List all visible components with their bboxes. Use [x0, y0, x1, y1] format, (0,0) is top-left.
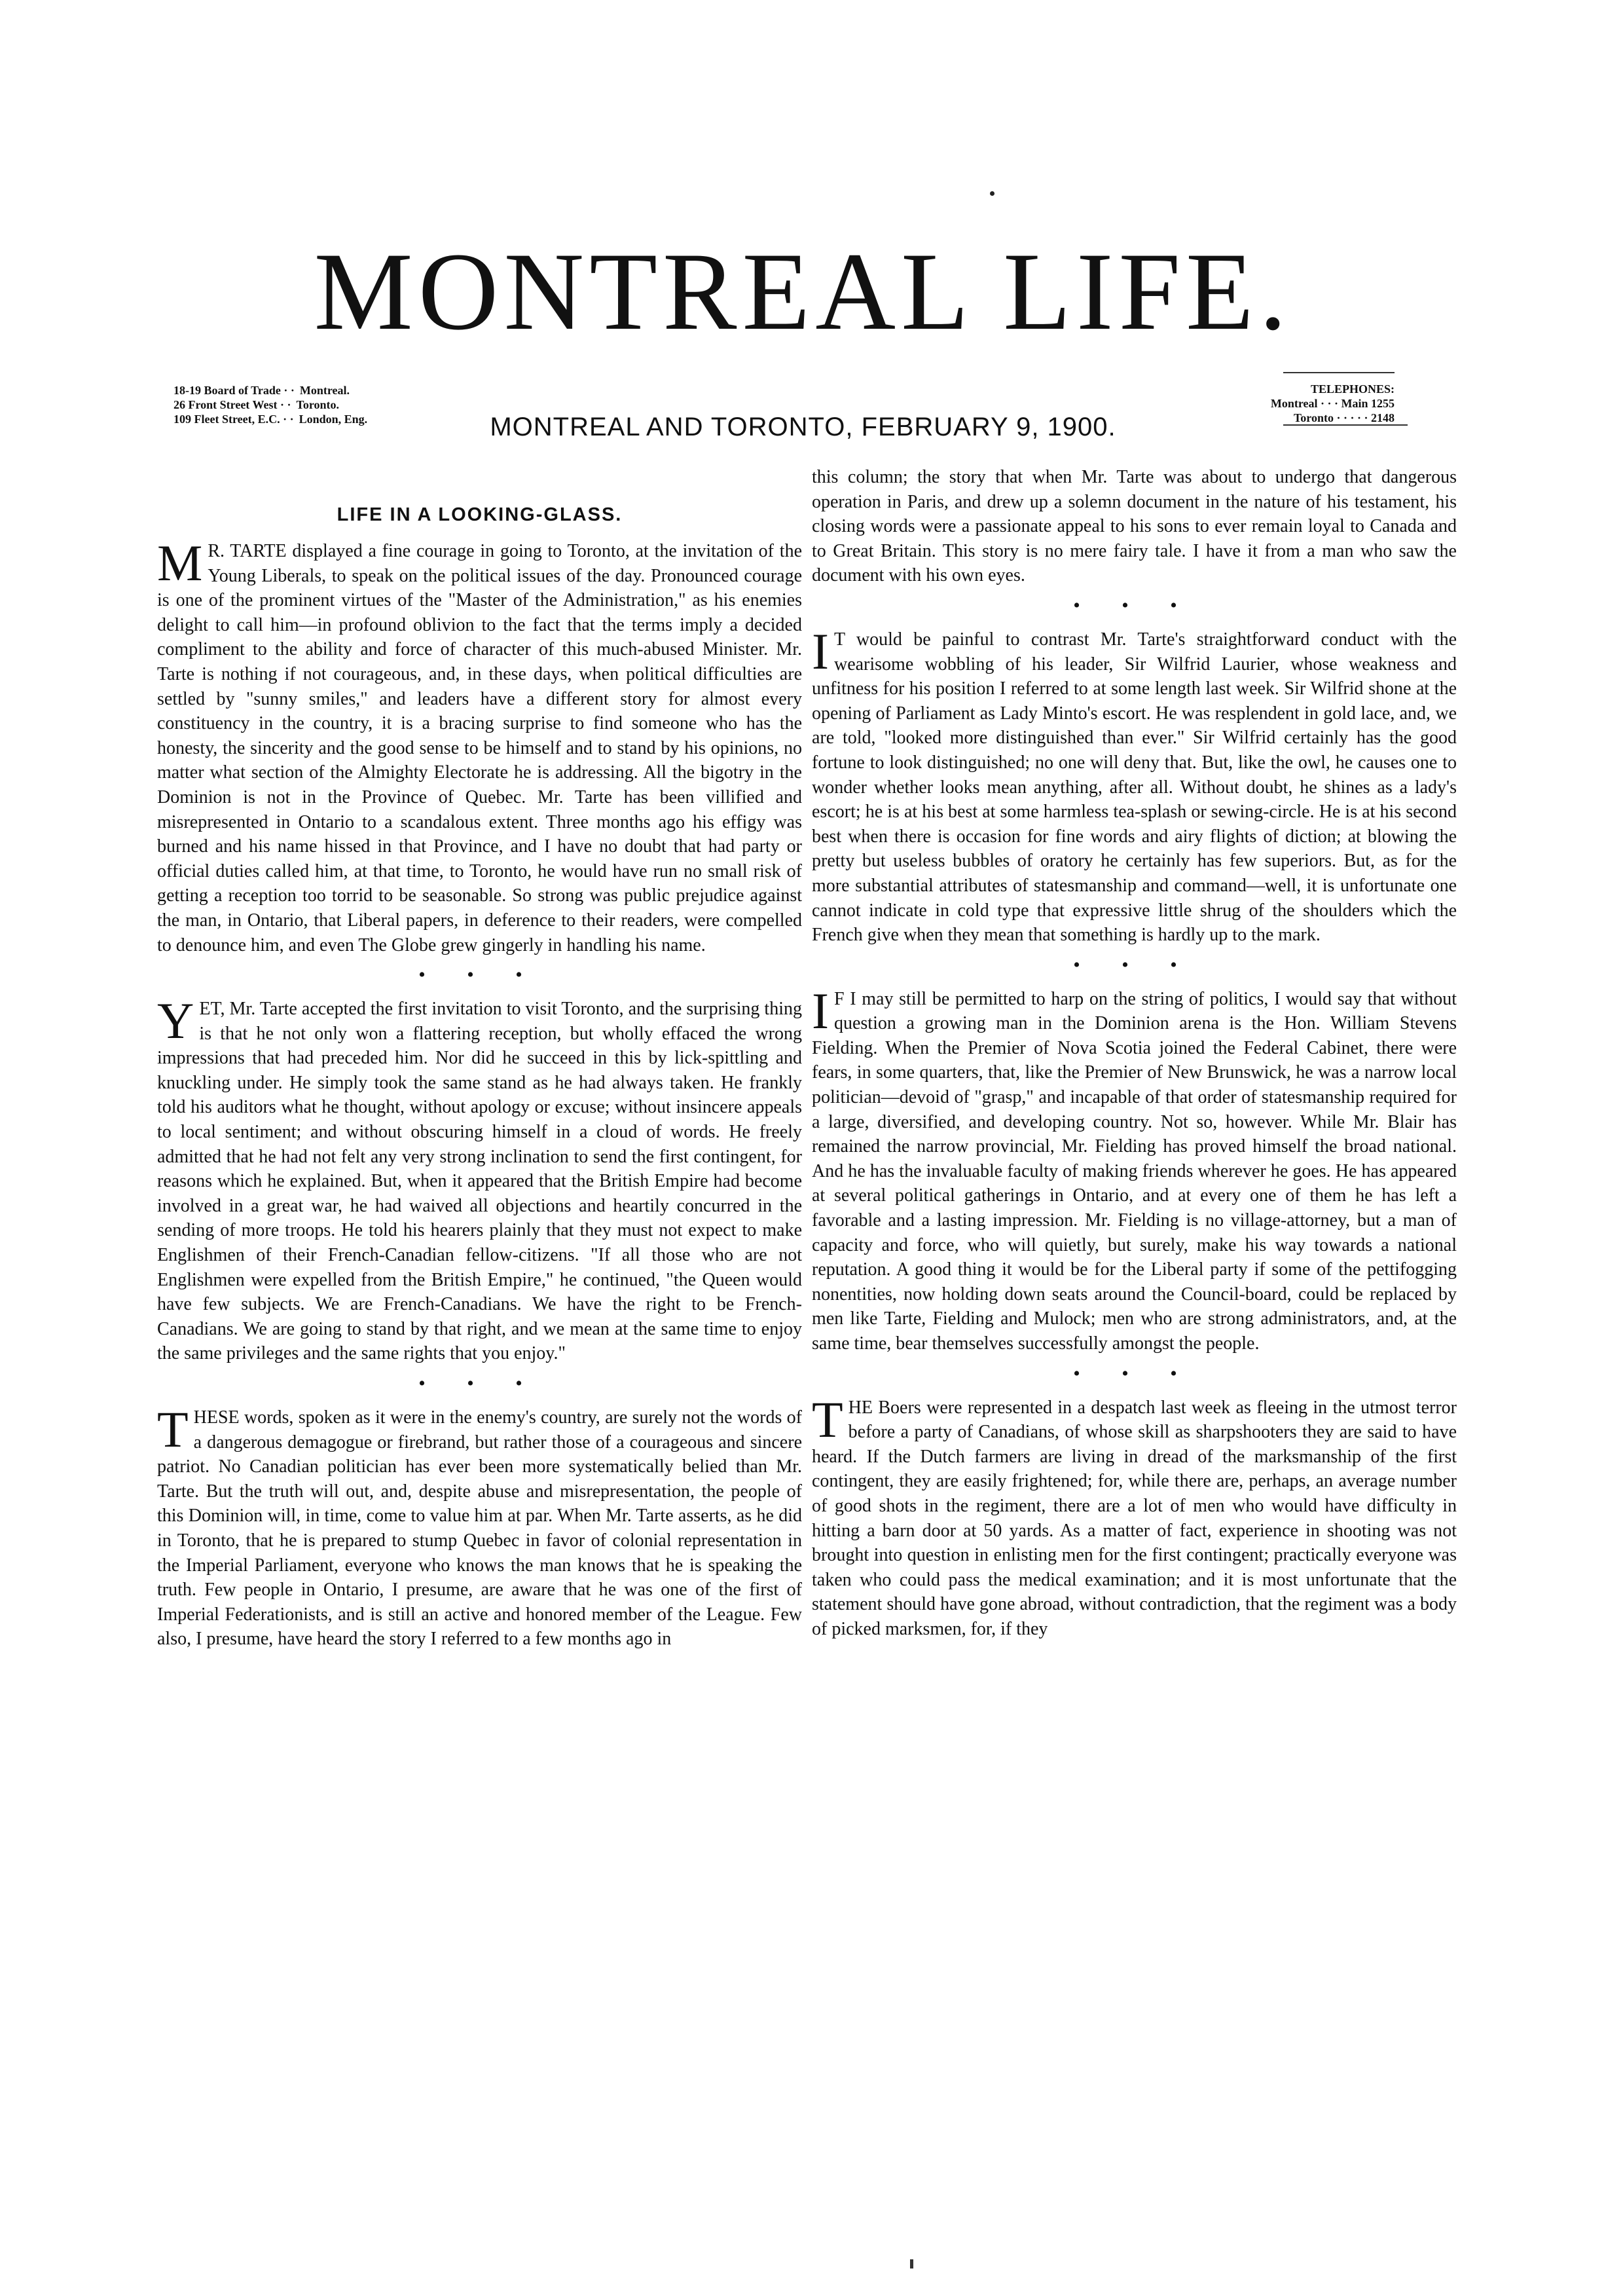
header-rule — [1283, 372, 1395, 373]
section-separator: • • • — [418, 1373, 541, 1394]
article-paragraph: YET, Mr. Tarte accepted the first invitation to visit Toronto, and the surprising thing is that he not only won a flattering reception, but wholly effaced the wrong impressions that had preceded him. Nor did he succeed in this by lick-spittling and knuckling under. He simply took the same stand as he had always taken. He frankly told his auditors what he thought, without apology or excuse; without insincere appeals to local sentiment; and without obscuring himself in a cloud of words. He freely admitted that he had not felt any very strong inclination to send the first contingent, for reasons which he explained. But, when it appeared that the British Empire had become involved in a great war, he had waived all objections and heartily concurred in the sending of more troops. He told his hearers plainly that they must not expect to make Englishmen of their French-Canadian fellow-citizens. "If all those who are not Englishmen were expelled from the British Empire," he continued, "the Queen would have few subjects. We are French-Canadians. We have the right to be French-Canadians. We are going to stand by that right, and we mean at the same time to enjoy the same privileges and the same rights that you enjoy." — [157, 992, 802, 1364]
article-paragraph: IF I may still be permitted to harp on the string of politics, I would say that without question a growing man in the Dominion arena is the Hon. William Stevens Fielding. When the Premier of Nova Scotia joined the Federal Cabinet, there were fears, in some quarters, that, like the Premier of New Brunswick, he was a narrow local politician—devoid of "grasp," and incapable of that order of statesmanship required for a large, diversified, and developing country. Not so, however. While Mr. Blair has remained the narrow provincial, Mr. Fielding has proved himself the broad national. And he has the invaluable faculty of making friends wherever he goes. He has appeared at several political gatherings in Ontario, and at every one of them he has left a favorable and a lasting impression. Mr. Fielding is no village-attorney, but a man of capacity and force, who will quietly, but surely, make his way towards a national reputation. A good thing it would be for the Liberal party if some of the pettifogging nonentities, now holding down seats around the Council-board, could be replaced by men like Tarte, Fielding and Mulock; men who are strong administrators, and, at the same time, bear themselves successfully amongst the people. — [812, 982, 1457, 1354]
article-paragraph: THE Boers were represented in a despatch last week as fleeing in the utmost terror before a party of Canadians, of whose skill as sharpshooters they are said to have heard. If the Dutch farmers are living in dread of the marksmanship of the first contingent, they are easily frightened; for, while there are, perhaps, an average number of good shots in the regiment, there are a lot of men who would have difficulty in hitting a barn door at 50 yards. As a matter of fact, experience in shooting was not brought into question in enlisting men for the first contingent; practically everyone was taken who could pass the medical examination; and it is most unfortunate that the statement should have gone abroad, without contradiction, that the regiment was a body of picked marksmen, for, if they — [812, 1390, 1457, 1639]
section-separator: • • • — [1073, 1362, 1195, 1384]
article-paragraph: THESE words, spoken as it were in the enemy's country, are surely not the words of a dangerous demagogue or firebrand, but rather those of a courageous and sincere patriot. No Canadian politician has ever been more systematically belied than Mr. Tarte. But the truth will out, and, despite abuse and misrepresentation, the people of this Dominion will, in time, come to value him at par. When Mr. Tarte asserts, as he did in Toronto, that he is prepared to stump Quebec in favor of colonial representation in the Imperial Parliament, everyone who knows the man knows that he is speaking the truth. Few people in Ontario, I presume, are aware that he was one of the first of Imperial Federationists, and is still an active and honored member of the League. Few also, I presume, have heard the story I referred to a few months ago in — [157, 1401, 802, 1650]
office-address: 26 Front Street West · · — [173, 398, 291, 411]
ornament-dot — [990, 191, 995, 196]
right-column — [812, 465, 1457, 1642]
section-separator: • • • — [418, 964, 541, 986]
office-address: 109 Fleet Street, E.C. · · — [173, 413, 294, 426]
telephone-line: Toronto · · · · · 2148 — [1293, 411, 1395, 424]
telephones-label: TELEPHONES: — [1310, 382, 1395, 396]
masthead-title: MONTREAL LIFE. — [314, 230, 1292, 353]
section-separator: • • • — [1073, 594, 1195, 616]
telephone-line: Montreal · · · Main 1255 — [1270, 397, 1395, 410]
office-row — [173, 412, 367, 426]
header-rule — [1283, 424, 1408, 426]
section-separator: • • • — [1073, 954, 1195, 976]
office-addresses — [173, 383, 367, 426]
office-city: London, Eng. — [299, 413, 368, 426]
article-paragraph: IT would be painful to contrast Mr. Tarte's straightforward conduct with the wearisome wobbling of his leader, Sir Wilfrid Laurier, whose weakness and unfitness for his position I referred to at some length last week. Sir Wilfrid shone at the opening of Parliament as Lady Minto's escort. He was resplendent in gold lace, and, we are told, "looked more distinguished than ever." Sir Wilfrid certainly has the good fortune to look distinguished; no one will deny that. But, like the owl, he causes one to wonder whether looks mean anything, after all. Without doubt, he shines as a lady's escort; he is at his best at some harmless tea-splash or sewing-circle. He is at his second best when there is occasion for fine words and airy flights of diction; at blowing the pretty but useless bubbles of oratory he certainly has few superiors. But, as for the more substantial attributes of statesmanship and command—well, it is unfortunate one cannot indicate in cold type that expressive little shrug of the shoulders which the French give when they mean that something is hardly up to the mark. — [812, 622, 1457, 946]
office-row — [173, 398, 367, 412]
left-column — [157, 504, 802, 1652]
article-paragraph: MR. TARTE displayed a fine courage in going to Toronto, at the invitation of the Young Liberals, to speak on the political issues of the day. Pronounced courage is one of the prominent virtues of the "Master of the Administration," as his enemies delight to call him—in profound oblivion to the fact that the terms imply a decided compliment to the ability and force of character of this much-abused Minister. Mr. Tarte is nothing if not courageous, and, in these days, when political difficulties are settled by "sunny smiles," and leaders have a different story for almost every constituency in the country, it is a bracing surprise to find someone who has the honesty, the sincerity and the good sense to be himself and to stand by his opinions, no matter what section of the Almighty Electorate he is addressing. All the bigotry in the Dominion is not in the Province of Quebec. Mr. Tarte has been villified and misrepresented in Ontario to a scandalous extent. Three months ago his effigy was burned and his name hissed in that Province, and I have no doubt that had party or official duties called him, at that time, to Toronto, he would have run no small risk of getting a reception too torrid to be seasonable. So strong was public prejudice against the man, in Ontario, that Liberal papers, in deference to their readers, were compelled to denounce him, and even The Globe grew gingerly in handling his name. — [157, 534, 802, 955]
dateline: MONTREAL AND TORONTO, FEBRUARY 9, 1900. — [490, 413, 1116, 441]
office-row — [173, 383, 367, 398]
page-mark — [910, 2259, 913, 2268]
office-city: Toronto. — [296, 398, 340, 411]
office-city: Montreal. — [299, 384, 350, 397]
telephones-box — [1244, 382, 1395, 425]
article-headline: LIFE IN A LOOKING-GLASS. — [337, 504, 623, 525]
article-paragraph: this column; the story that when Mr. Tarte was about to undergo that dangerous operation in Paris, and drew up a solemn document in the nature of his testament, his closing words were a passionate appeal to his sons to ever remain loyal to Canada and to Great Britain. This story is no mere fairy tale. I have it from a man who saw the document with his own eyes. — [812, 467, 1457, 586]
office-address: 18-19 Board of Trade · · — [173, 384, 295, 397]
